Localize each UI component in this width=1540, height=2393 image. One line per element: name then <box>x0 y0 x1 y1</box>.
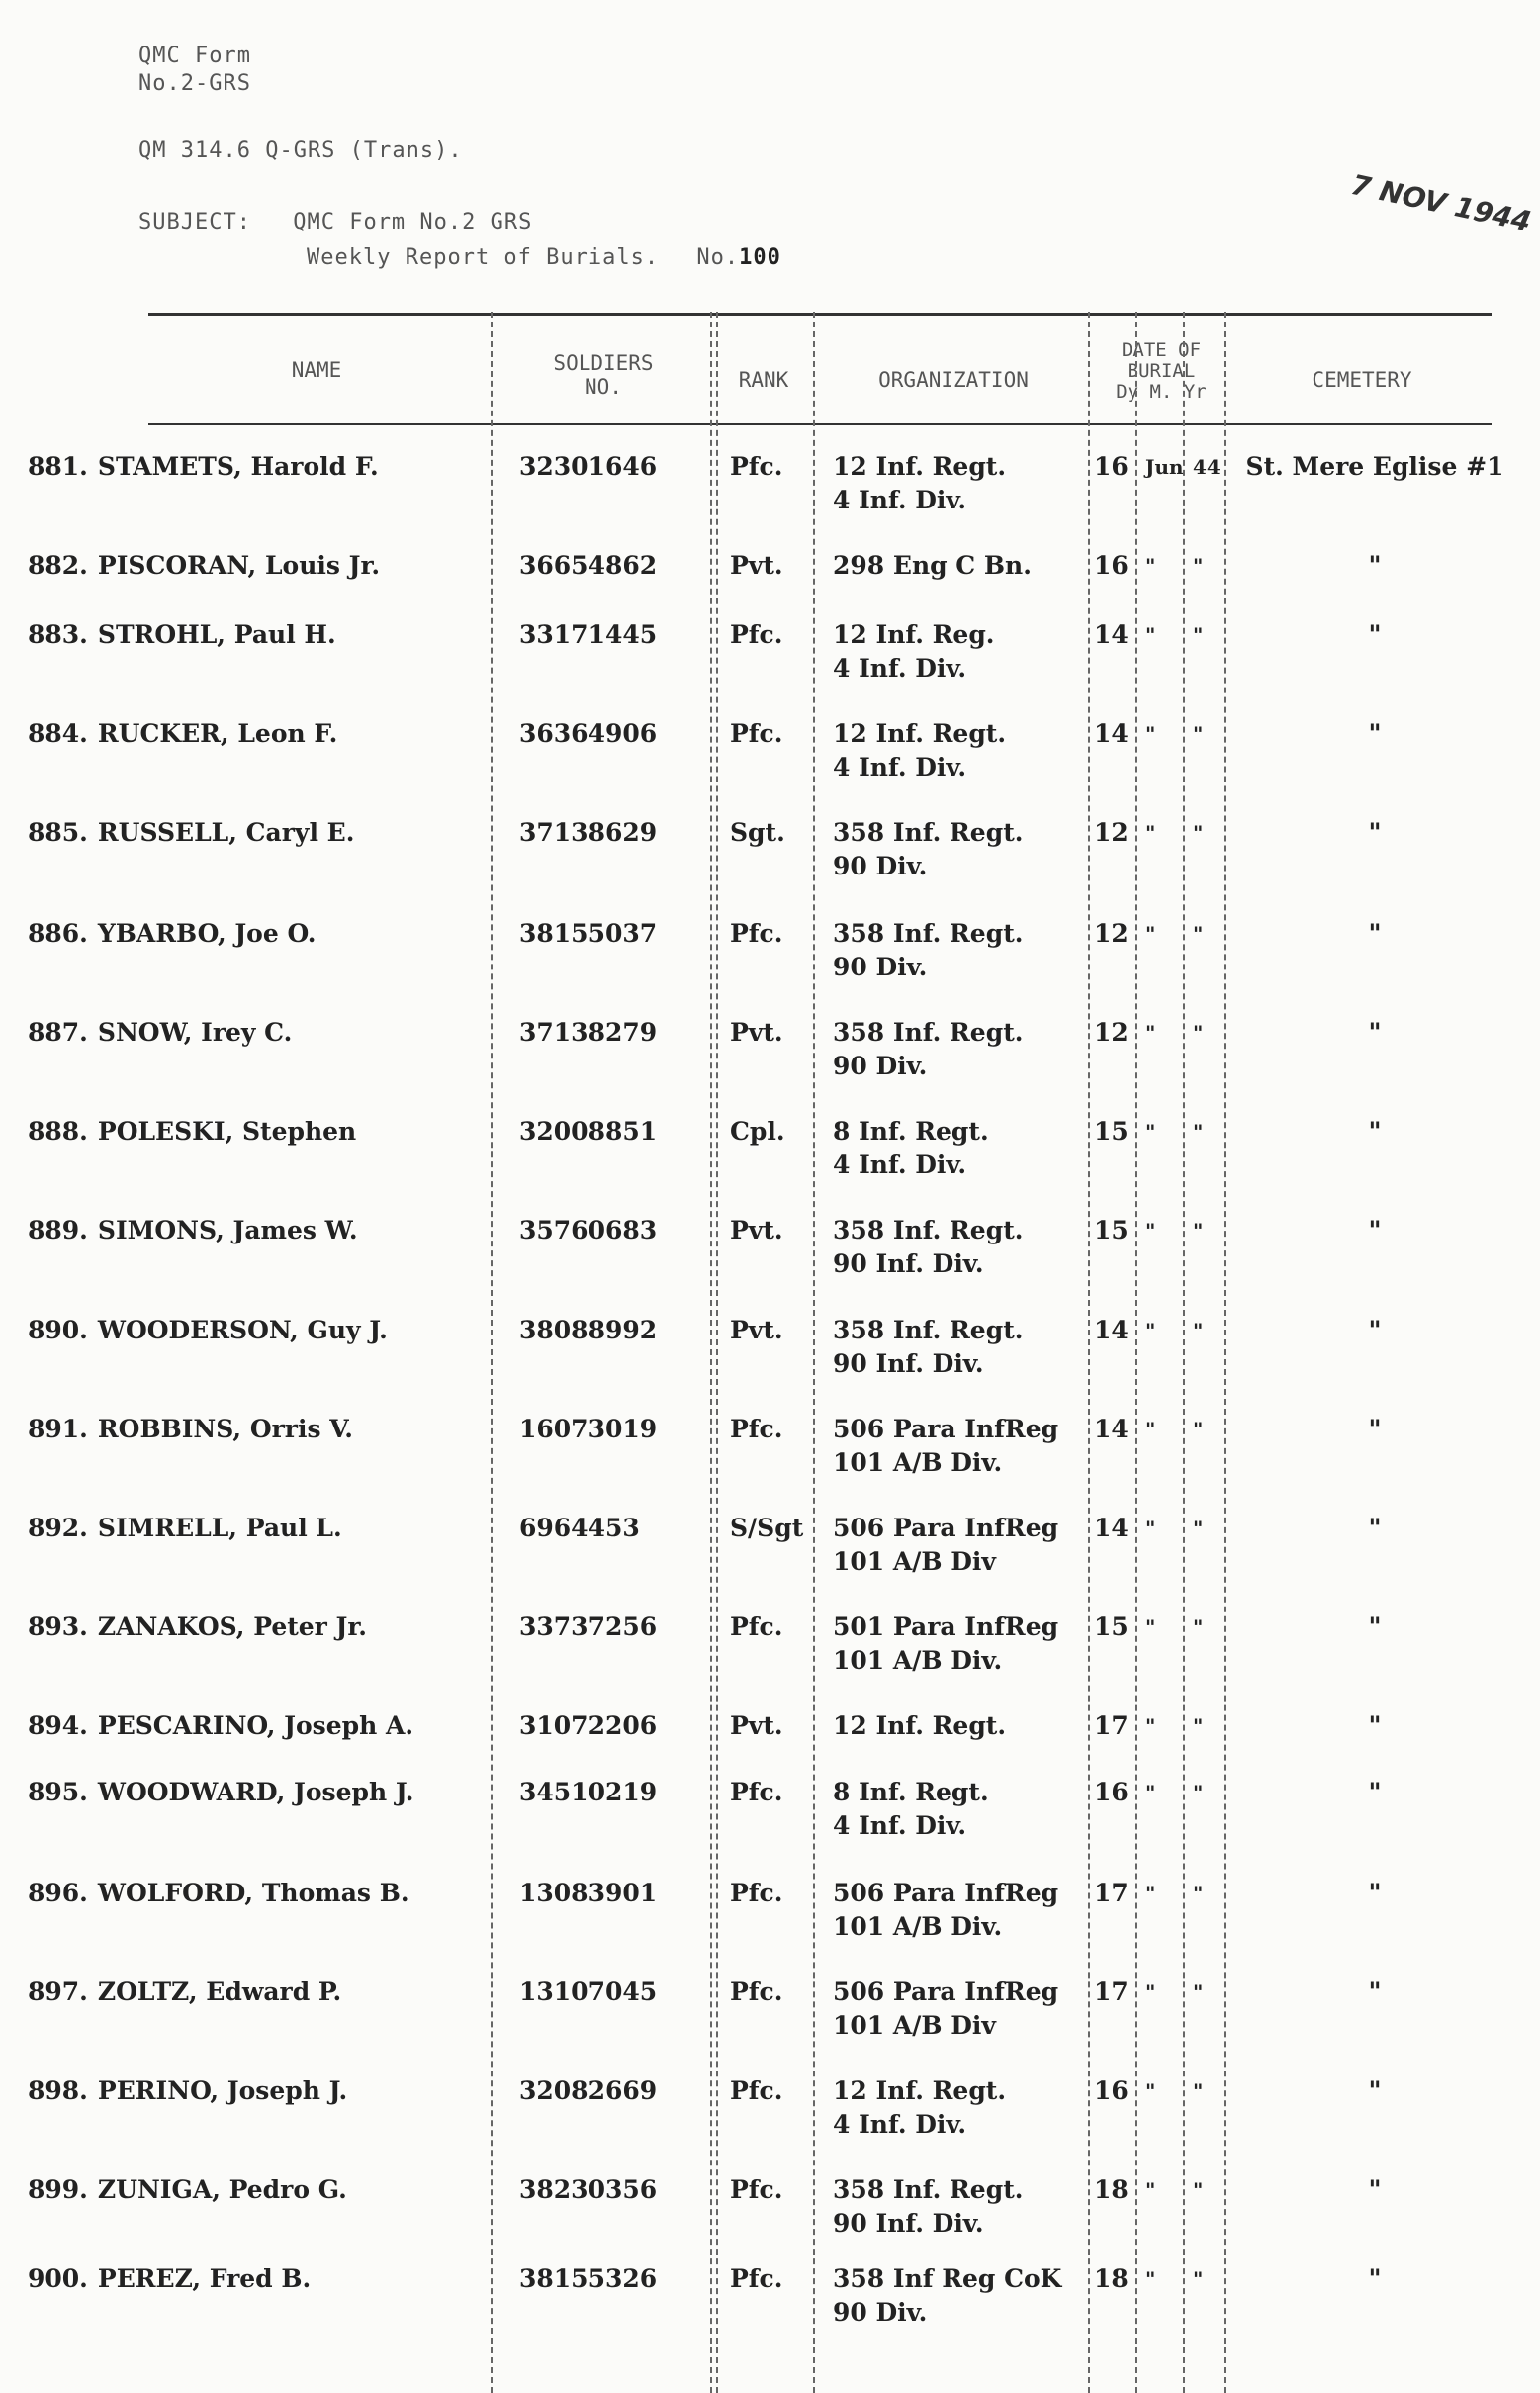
entry-name <box>28 1016 292 1050</box>
entry-number: 883. <box>28 620 88 649</box>
soldier-number: 32008851 <box>519 1117 658 1146</box>
burial-year: " <box>1193 554 1204 578</box>
col-header-date-line1: DATE OF <box>1121 339 1202 361</box>
table-row <box>0 2173 1540 2272</box>
burial-month: " <box>1145 623 1156 647</box>
burial-month: " <box>1145 1219 1156 1243</box>
burial-year: " <box>1193 623 1204 647</box>
soldier-number: 35760683 <box>519 1216 658 1244</box>
entry-name <box>28 618 336 652</box>
table-row <box>0 1877 1540 1976</box>
burial-day: 17 <box>1094 1978 1129 2006</box>
soldier-name: WOODERSON, Guy J. <box>97 1316 388 1344</box>
soldier-number: 16073019 <box>519 1415 658 1443</box>
burial-day: 14 <box>1094 719 1129 748</box>
table-row <box>0 618 1540 717</box>
entry-name <box>28 1512 342 1545</box>
burial-day: 15 <box>1094 1117 1129 1146</box>
organization-line2: 101 A/B Div. <box>833 1912 1003 1941</box>
organization-line1: 298 Eng C Bn. <box>833 551 1032 580</box>
cemetery: " <box>1368 719 1382 748</box>
organization <box>833 1413 1058 1480</box>
entry-number: 899. <box>28 2175 88 2204</box>
soldier-name: PISCORAN, Louis Jr. <box>97 551 381 580</box>
rank: Pfc. <box>730 452 783 481</box>
soldier-number: 33737256 <box>519 1612 658 1641</box>
entry-number: 884. <box>28 719 88 748</box>
rank: Pfc. <box>730 1778 783 1806</box>
soldier-name: STAMETS, Harold F. <box>97 452 379 481</box>
burial-year: " <box>1193 821 1204 845</box>
burial-month: " <box>1145 1615 1156 1639</box>
burial-month: " <box>1145 1319 1156 1342</box>
burial-month: " <box>1145 554 1156 578</box>
col-header-soldiers-no <box>495 351 712 399</box>
table-row <box>0 2262 1540 2361</box>
soldier-number: 34510219 <box>519 1778 658 1806</box>
organization-line2: 4 Inf. Div. <box>833 753 967 782</box>
cemetery: " <box>1368 1612 1382 1641</box>
cemetery: " <box>1368 2175 1382 2204</box>
burial-day: 17 <box>1094 1879 1129 1907</box>
soldier-name: SIMONS, James W. <box>97 1216 358 1244</box>
rank: Pvt. <box>730 1711 783 1740</box>
entry-name <box>28 1877 409 1910</box>
burial-day: 14 <box>1094 1415 1129 1443</box>
burial-year: " <box>1193 1781 1204 1804</box>
soldier-name: ZOLTZ, Edward P. <box>97 1978 342 2006</box>
table-row <box>0 1976 1540 2074</box>
cemetery: " <box>1368 1316 1382 1344</box>
organization-line1: 501 Para InfReg <box>833 1612 1059 1641</box>
soldier-name: SIMRELL, Paul L. <box>97 1514 342 1542</box>
organization-line2: 4 Inf. Div. <box>833 654 967 683</box>
soldier-name: ZUNIGA, Pedro G. <box>97 2175 347 2204</box>
rank: Pfc. <box>730 1612 783 1641</box>
burial-day: 14 <box>1094 620 1129 649</box>
organization-line1: 358 Inf. Regt. <box>833 1316 1024 1344</box>
cemetery: " <box>1368 2076 1382 2105</box>
organization-line1: 358 Inf. Regt. <box>833 919 1024 948</box>
table-row <box>0 1413 1540 1512</box>
burial-month: " <box>1145 1882 1156 1905</box>
burial-year: " <box>1193 1882 1204 1905</box>
soldier-name: SNOW, Irey C. <box>97 1018 293 1047</box>
soldier-number: 32082669 <box>519 2076 658 2105</box>
report-title-line <box>307 245 781 270</box>
entry-number: 881. <box>28 452 88 481</box>
cemetery: " <box>1368 1216 1382 1244</box>
soldier-name: PESCARINO, Joseph A. <box>97 1711 414 1740</box>
organization-line1: 506 Para InfReg <box>833 1415 1059 1443</box>
burial-month: " <box>1145 2267 1156 2291</box>
subject-text: QMC Form No.2 GRS <box>293 210 533 234</box>
organization <box>833 1709 1006 1743</box>
burial-year: " <box>1193 2079 1204 2103</box>
entry-name <box>28 917 316 951</box>
entry-number: 896. <box>28 1879 88 1907</box>
entry-number: 885. <box>28 818 88 847</box>
rank: Pfc. <box>730 1879 783 1907</box>
col-header-soldiers-no-line2: NO. <box>585 375 622 399</box>
organization-line2: 101 A/B Div <box>833 2011 996 2040</box>
report-title: Weekly Report of Burials. <box>307 245 660 270</box>
organization <box>833 1611 1058 1678</box>
burial-day: 14 <box>1094 1316 1129 1344</box>
burial-month: Jun <box>1145 455 1184 479</box>
burial-day: 17 <box>1094 1711 1129 1740</box>
organization-line1: 12 Inf. Reg. <box>833 620 995 649</box>
organization-line2: 90 Div. <box>833 2298 928 2327</box>
col-header-burial-date <box>1092 340 1230 403</box>
organization <box>833 618 995 686</box>
soldier-name: YBARBO, Joe O. <box>97 919 317 948</box>
entry-number: 888. <box>28 1117 88 1146</box>
burial-year: " <box>1193 1319 1204 1342</box>
organization <box>833 816 1023 883</box>
cemetery: " <box>1368 919 1382 948</box>
table-row <box>0 450 1540 549</box>
rank: S/Sgt <box>730 1514 804 1542</box>
header-bottom-rule <box>148 423 1492 425</box>
rank: Pfc. <box>730 2175 783 2204</box>
soldier-number: 13083901 <box>519 1879 658 1907</box>
table-top-rule <box>148 313 1492 316</box>
burial-year: " <box>1193 2178 1204 2202</box>
soldier-number: 36364906 <box>519 719 658 748</box>
rank: Pfc. <box>730 919 783 948</box>
burial-day: 16 <box>1094 1778 1129 1806</box>
organization-line2: 4 Inf. Div. <box>833 2110 967 2139</box>
burial-month: " <box>1145 922 1156 946</box>
table-row <box>0 1016 1540 1115</box>
organization-line1: 12 Inf. Regt. <box>833 719 1007 748</box>
organization-line1: 358 Inf Reg CoK <box>833 2264 1062 2293</box>
rank: Pfc. <box>730 719 783 748</box>
entry-number: 895. <box>28 1778 88 1806</box>
soldier-number: 37138279 <box>519 1018 658 1047</box>
organization-line1: 506 Para InfReg <box>833 1978 1059 2006</box>
organization-line2: 101 A/B Div. <box>833 1448 1003 1477</box>
burial-year: " <box>1193 1418 1204 1441</box>
cemetery: " <box>1368 1778 1382 1806</box>
burial-month: " <box>1145 1418 1156 1441</box>
soldier-number: 37138629 <box>519 818 658 847</box>
form-id-line1: QMC Form <box>138 44 251 68</box>
burial-month: " <box>1145 2178 1156 2202</box>
col-header-name: NAME <box>291 358 342 382</box>
organization-line1: 358 Inf. Regt. <box>833 1216 1024 1244</box>
organization-line2: 101 A/B Div. <box>833 1646 1003 1675</box>
organization <box>833 717 1006 784</box>
burial-day: 18 <box>1094 2264 1129 2293</box>
entry-name <box>28 1314 388 1347</box>
entry-name <box>28 1709 413 1743</box>
organization-line2: 4 Inf. Div. <box>833 1811 967 1840</box>
entry-name <box>28 1611 367 1644</box>
organization <box>833 1314 1023 1381</box>
rank: Pfc. <box>730 2264 783 2293</box>
report-no-label: No. <box>696 245 740 270</box>
organization <box>833 1976 1058 2043</box>
organization-line2: 90 Div. <box>833 1052 928 1080</box>
soldier-number: 38230356 <box>519 2175 658 2204</box>
burial-year: " <box>1193 1021 1204 1045</box>
soldier-number: 38088992 <box>519 1316 658 1344</box>
col-header-organization: ORGANIZATION <box>878 368 1029 392</box>
burial-year: " <box>1193 722 1204 746</box>
burial-day: 12 <box>1094 919 1129 948</box>
entry-number: 898. <box>28 2076 88 2105</box>
soldier-number: 33171445 <box>519 620 658 649</box>
organization <box>833 1877 1058 1944</box>
organization-line2: 90 Inf. Div. <box>833 2209 984 2238</box>
cemetery: " <box>1368 2264 1382 2293</box>
soldier-number: 38155326 <box>519 2264 658 2293</box>
organization <box>833 1115 989 1182</box>
entry-name <box>28 1976 341 2009</box>
burial-year: " <box>1193 1615 1204 1639</box>
entry-name <box>28 717 337 751</box>
soldier-number: 31072206 <box>519 1711 658 1740</box>
cemetery: " <box>1368 1018 1382 1047</box>
entry-number: 890. <box>28 1316 88 1344</box>
organization-line2: 90 Div. <box>833 953 928 981</box>
organization-line1: 506 Para InfReg <box>833 1879 1059 1907</box>
rank: Cpl. <box>730 1117 785 1146</box>
rank: Pvt. <box>730 1216 783 1244</box>
entry-number: 886. <box>28 919 88 948</box>
soldier-name: WOODWARD, Joseph J. <box>97 1778 414 1806</box>
form-id-line2: No.2-GRS <box>138 71 251 96</box>
burial-month: " <box>1145 821 1156 845</box>
entry-name <box>28 1214 358 1247</box>
burial-year: 44 <box>1193 455 1221 479</box>
entry-name <box>28 1115 356 1149</box>
soldier-name: RUSSELL, Caryl E. <box>97 818 355 847</box>
organization-line2: 90 Inf. Div. <box>833 1249 984 1278</box>
organization <box>833 1776 989 1843</box>
entry-number: 882. <box>28 551 88 580</box>
organization-line1: 8 Inf. Regt. <box>833 1778 989 1806</box>
table-row <box>0 917 1540 1016</box>
table-row <box>0 1214 1540 1313</box>
organization-line1: 358 Inf. Regt. <box>833 1018 1024 1047</box>
organization <box>833 1214 1023 1281</box>
table-row <box>0 717 1540 816</box>
organization-line1: 506 Para InfReg <box>833 1514 1059 1542</box>
organization <box>833 450 1006 517</box>
table-row <box>0 1611 1540 1709</box>
report-number: 100 <box>739 245 781 270</box>
cemetery: " <box>1368 1117 1382 1146</box>
burial-month: " <box>1145 1781 1156 1804</box>
burial-month: " <box>1145 1517 1156 1540</box>
soldier-number: 6964453 <box>519 1514 640 1542</box>
burial-day: 15 <box>1094 1216 1129 1244</box>
burial-day: 12 <box>1094 818 1129 847</box>
soldier-number: 38155037 <box>519 919 658 948</box>
cemetery: St. Mere Eglise #1 <box>1245 452 1504 481</box>
soldier-name: ROBBINS, Orris V. <box>97 1415 353 1443</box>
cemetery: " <box>1368 1415 1382 1443</box>
cemetery: " <box>1368 1711 1382 1740</box>
organization-line2: 4 Inf. Div. <box>833 486 967 514</box>
soldier-name: STROHL, Paul H. <box>97 620 336 649</box>
table-row <box>0 1115 1540 1214</box>
cemetery: " <box>1368 551 1382 580</box>
col-header-date-line3: Dy M. Yr <box>1116 381 1207 403</box>
soldier-number: 13107045 <box>519 1978 658 2006</box>
table-row <box>0 1314 1540 1413</box>
entry-name <box>28 1776 413 1809</box>
entry-number: 891. <box>28 1415 88 1443</box>
organization <box>833 1512 1058 1579</box>
cemetery: " <box>1368 1978 1382 2006</box>
organization-line2: 90 Div. <box>833 852 928 880</box>
burial-year: " <box>1193 1517 1204 1540</box>
rank: Pvt. <box>730 1018 783 1047</box>
entry-name <box>28 450 379 484</box>
entry-number: 889. <box>28 1216 88 1244</box>
rank: Pvt. <box>730 551 783 580</box>
table-row <box>0 816 1540 915</box>
rank: Pvt. <box>730 1316 783 1344</box>
burial-year: " <box>1193 1714 1204 1738</box>
burial-year: " <box>1193 1120 1204 1144</box>
entry-name <box>28 549 380 583</box>
rank: Pfc. <box>730 2076 783 2105</box>
burial-day: 16 <box>1094 551 1129 580</box>
file-reference: QM 314.6 Q-GRS (Trans). <box>138 138 463 163</box>
rank: Pfc. <box>730 1978 783 2006</box>
table-row <box>0 2074 1540 2173</box>
organization <box>833 917 1023 984</box>
entry-name <box>28 1413 353 1446</box>
soldier-name: RUCKER, Leon F. <box>97 719 338 748</box>
burial-month: " <box>1145 722 1156 746</box>
soldier-number: 36654862 <box>519 551 658 580</box>
burial-month: " <box>1145 1120 1156 1144</box>
burial-day: 12 <box>1094 1018 1129 1047</box>
burial-day: 16 <box>1094 2076 1129 2105</box>
soldier-name: ZANAKOS, Peter Jr. <box>97 1612 367 1641</box>
cemetery: " <box>1368 620 1382 649</box>
organization-line1: 12 Inf. Regt. <box>833 2076 1007 2105</box>
burial-month: " <box>1145 1980 1156 2004</box>
entry-number: 894. <box>28 1711 88 1740</box>
cemetery: " <box>1368 818 1382 847</box>
organization-line2: 4 Inf. Div. <box>833 1150 967 1179</box>
burial-year: " <box>1193 1219 1204 1243</box>
organization-line1: 358 Inf. Regt. <box>833 818 1024 847</box>
entry-name <box>28 2074 347 2108</box>
organization-line1: 8 Inf. Regt. <box>833 1117 989 1146</box>
table-row <box>0 1512 1540 1611</box>
cemetery: " <box>1368 1879 1382 1907</box>
soldier-name: POLESKI, Stephen <box>97 1117 357 1146</box>
col-header-date-line2: BURIAL <box>1127 360 1196 382</box>
burial-day: 14 <box>1094 1514 1129 1542</box>
organization <box>833 2074 1006 2142</box>
organization-line1: 358 Inf. Regt. <box>833 2175 1024 2204</box>
rank: Sgt. <box>730 818 785 847</box>
burial-year: " <box>1193 922 1204 946</box>
soldier-name: WOLFORD, Thomas B. <box>97 1879 409 1907</box>
organization <box>833 2173 1023 2241</box>
burial-day: 18 <box>1094 2175 1129 2204</box>
subject-line <box>138 210 532 234</box>
organization-line2: 101 A/B Div <box>833 1547 996 1576</box>
organization <box>833 549 1032 583</box>
entry-number: 887. <box>28 1018 88 1047</box>
organization <box>833 1016 1023 1083</box>
soldier-number: 32301646 <box>519 452 658 481</box>
table-row <box>0 1776 1540 1875</box>
burial-year: " <box>1193 2267 1204 2291</box>
burial-month: " <box>1145 2079 1156 2103</box>
col-header-soldiers-no-line1: SOLDIERS <box>553 351 654 375</box>
organization-line1: 12 Inf. Regt. <box>833 452 1007 481</box>
subject-label: SUBJECT: <box>138 210 251 234</box>
entry-number: 892. <box>28 1514 88 1542</box>
col-header-cemetery: CEMETERY <box>1312 368 1412 392</box>
organization <box>833 2262 1061 2330</box>
burial-day: 15 <box>1094 1612 1129 1641</box>
soldier-name: PEREZ, Fred B. <box>97 2264 312 2293</box>
entry-number: 900. <box>28 2264 88 2293</box>
rank: Pfc. <box>730 620 783 649</box>
cemetery: " <box>1368 1514 1382 1542</box>
soldier-name: PERINO, Joseph J. <box>97 2076 348 2105</box>
rank: Pfc. <box>730 1415 783 1443</box>
entry-name <box>28 816 354 850</box>
organization-line1: 12 Inf. Regt. <box>833 1711 1007 1740</box>
col-header-rank: RANK <box>738 368 789 392</box>
burial-month: " <box>1145 1021 1156 1045</box>
organization-line2: 90 Inf. Div. <box>833 1349 984 1378</box>
burial-month: " <box>1145 1714 1156 1738</box>
burial-year: " <box>1193 1980 1204 2004</box>
entry-name <box>28 2173 347 2207</box>
burial-day: 16 <box>1094 452 1129 481</box>
entry-number: 893. <box>28 1612 88 1641</box>
entry-name <box>28 2262 311 2296</box>
entry-number: 897. <box>28 1978 88 2006</box>
date-stamp: 7 NOV 1944 <box>1348 168 1534 238</box>
